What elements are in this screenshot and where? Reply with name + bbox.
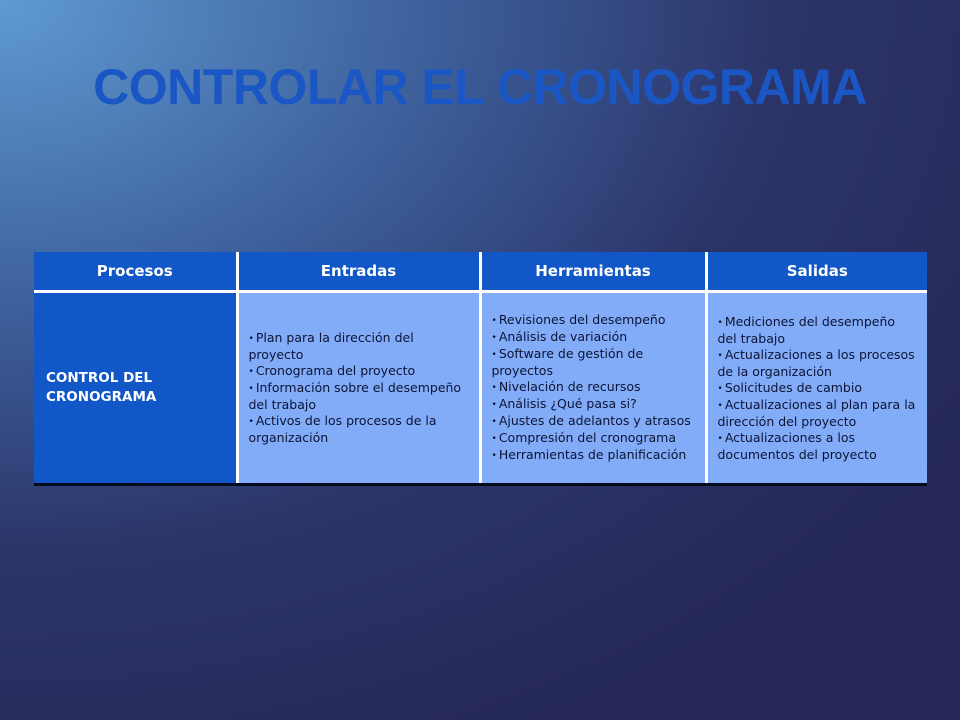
bullet-icon: •: [248, 384, 254, 394]
entrada-text: Cronograma del proyecto: [255, 363, 416, 378]
entradas-cell: [237, 292, 480, 485]
salidas-cell: [706, 292, 927, 485]
list-item: [249, 380, 469, 413]
bullet-icon: •: [491, 400, 497, 410]
bullet-icon: •: [717, 317, 723, 328]
list-item: [718, 430, 918, 463]
list-item: [718, 314, 918, 347]
list-item: [492, 396, 695, 413]
entrada-text: Información sobre el desempeño del trabajo: [248, 380, 462, 412]
table-row: [34, 292, 927, 485]
list-item: [718, 397, 918, 430]
bullet-icon: •: [248, 367, 254, 377]
list-item: [492, 413, 695, 430]
herramienta-text: Software de gestión de proyectos: [491, 346, 644, 378]
salida-text: Solicitudes de cambio: [724, 379, 862, 395]
process-name: CONTROL DEL CRONOGRAMA: [46, 370, 157, 405]
salida-text: Actualizaciones a los procesos de la organización: [717, 346, 915, 379]
herramienta-text: Análisis de variación: [498, 329, 628, 344]
entrada-text: Activos de los procesos de la organización: [248, 413, 437, 445]
bullet-icon: •: [717, 350, 723, 361]
bullet-icon: •: [717, 433, 723, 444]
herramienta-text: Herramientas de planificación: [498, 447, 687, 462]
list-item: [492, 312, 695, 329]
bullet-icon: •: [248, 334, 254, 344]
list-item: [249, 363, 469, 380]
bullet-icon: •: [491, 451, 497, 461]
salida-text: Actualizaciones a los documentos del proyecto: [717, 429, 877, 462]
list-item: [492, 346, 695, 379]
list-item: [492, 379, 695, 396]
herramienta-text: Compresión del cronograma: [498, 430, 676, 445]
bullet-icon: •: [717, 383, 723, 394]
bullet-icon: •: [491, 417, 497, 427]
list-item: [718, 380, 918, 397]
entradas-list: [249, 330, 469, 446]
bullet-icon: •: [491, 316, 497, 326]
list-item: [492, 430, 695, 447]
list-item: [249, 413, 469, 446]
process-cell: [34, 292, 237, 485]
herramienta-text: Nivelación de recursos: [498, 379, 641, 394]
slide-title: CONTROLAR EL CRONOGRAMA: [93, 59, 867, 115]
header-salidas: Salidas: [706, 252, 927, 292]
list-item: [492, 447, 695, 464]
list-item: [249, 330, 469, 363]
list-item: [492, 329, 695, 346]
bullet-icon: •: [491, 383, 497, 393]
header-procesos: Procesos: [34, 252, 237, 292]
herramienta-text: Análisis ¿Qué pasa si?: [498, 396, 637, 411]
bullet-icon: •: [491, 434, 497, 444]
bullet-icon: •: [248, 417, 254, 427]
herramienta-text: Revisiones del desempeño: [498, 312, 666, 327]
bullet-icon: •: [491, 350, 497, 360]
header-entradas: Entradas: [237, 252, 480, 292]
header-row: [34, 252, 927, 292]
header-herramientas: Herramientas: [480, 252, 706, 292]
salida-text: Mediciones del desempeño del trabajo: [717, 313, 896, 346]
herramientas-cell: [480, 292, 706, 485]
list-item: [718, 347, 918, 380]
bullet-icon: •: [491, 333, 497, 343]
entrada-text: Plan para la dirección del proyecto: [248, 330, 414, 362]
salida-text: Actualizaciones al plan para la dirección del proyecto: [717, 396, 916, 429]
herramientas-list: [492, 312, 695, 464]
salidas-list: [718, 314, 918, 463]
process-table: [34, 252, 927, 486]
bullet-icon: •: [717, 400, 723, 411]
herramienta-text: Ajustes de adelantos y atrasos: [498, 413, 691, 428]
